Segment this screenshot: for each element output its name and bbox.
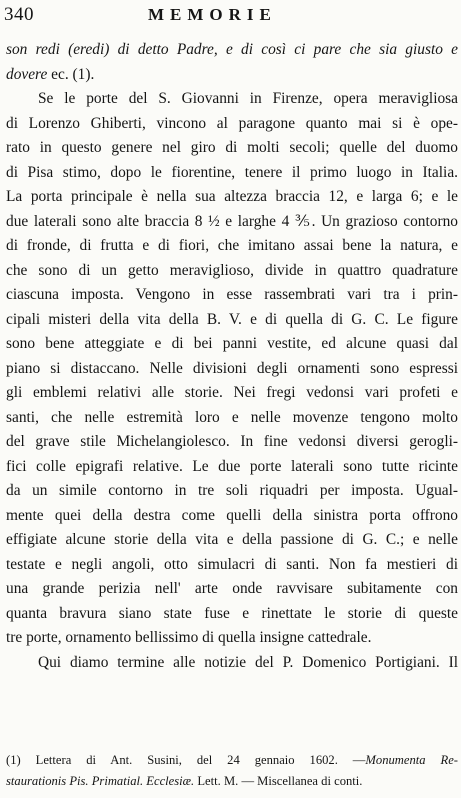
footnote: [6, 750, 458, 792]
text-line: due laterali sono alte braccia 8 ½ e larghe 4 ⅗. Un grazioso contorno: [6, 212, 458, 230]
text-line: testate e negli angoli, otto simulacri di santi. Non fa mestieri di: [6, 555, 458, 573]
text-line: cipali misteri della vita della B. V. e di quella di G. C. Le figure: [6, 310, 458, 328]
text-line: dovere ec. (1).: [6, 65, 95, 83]
text-line: ciascuna imposta. Vengono in esse rassembrati vari tra i prin-: [6, 286, 458, 303]
text-line: di fronde, di frutta e di fiori, che imitano assai bene la natura, e: [6, 237, 458, 254]
text-line: Se le porte del S. Giovanni in Firenze, opera meravigliosa: [38, 90, 458, 107]
text-line: da un simile contorno in tre soli riquadri per imposta. Ugual-: [6, 482, 458, 499]
text-line: mente quei della destra come quelli della sinistra porta offrono: [6, 506, 458, 524]
running-head: MEMORIE: [148, 5, 277, 24]
text-line: La porta principale è nella sua altezza braccia 12, e larga 6; e le: [6, 188, 458, 205]
text-line: quanta bravura siano state fuse e rinettate le storie di queste: [6, 604, 458, 622]
text-line: una grande perizia nell' arte onde ravvisare subitamente con: [6, 580, 458, 597]
text-line: son redi (eredi) di detto Padre, e di così ci pare che sia giusto e: [6, 41, 458, 58]
text-line: santi, che nelle estremità loro e nelle movenze tengono molto: [6, 408, 458, 426]
footnote-line: staurationis Pis. Primatial. Ecclesiæ. Lett. M. — Miscellanea di conti.: [6, 774, 363, 788]
text-line: fici colle epigrafi relative. Le due porte laterali sono tutte ricinte: [6, 457, 458, 475]
text-line: piano si distaccano. Nelle divisioni degli ornamenti sono espressi: [6, 359, 458, 377]
text-line: di Pisa stimo, dopo le fiorentine, tenere il primo luogo in Italia.: [6, 163, 458, 181]
page-number: 340: [4, 4, 34, 25]
text-line: di Lorenzo Ghiberti, vincono al paragone quanto mai si è ope-: [6, 114, 458, 132]
text-line: che sono di un getto meraviglioso, divide in quattro quadrature: [6, 261, 458, 279]
text-line: del grave stile Michelangiolesco. In fine vedonsi diversi gerogli-: [6, 433, 458, 450]
text-line: tre porte, ornamento bellissimo di quella insigne cattedrale.: [6, 629, 372, 646]
text-line: effigiate alcune storie della vita e della passione di G. C.; e nelle: [6, 531, 458, 548]
body-text: [6, 38, 458, 675]
text-line: Qui diamo termine alle notizie del P. Domenico Portigiani. Il: [38, 653, 458, 671]
text-line: sono bene atteggiate e di bei panni vestite, ed alcune quasi dal: [6, 335, 458, 352]
text-line: gli emblemi relativi alle storie. Nei fregi vedonsi vari profeti e: [6, 384, 458, 401]
text-line: rato in questo genere nel giro di molti secoli; quelle del duomo: [6, 139, 458, 156]
footnote-line: (1) Lettera di Ant. Susini, del 24 gennaio 1602. —Monumenta Re-: [6, 753, 458, 767]
